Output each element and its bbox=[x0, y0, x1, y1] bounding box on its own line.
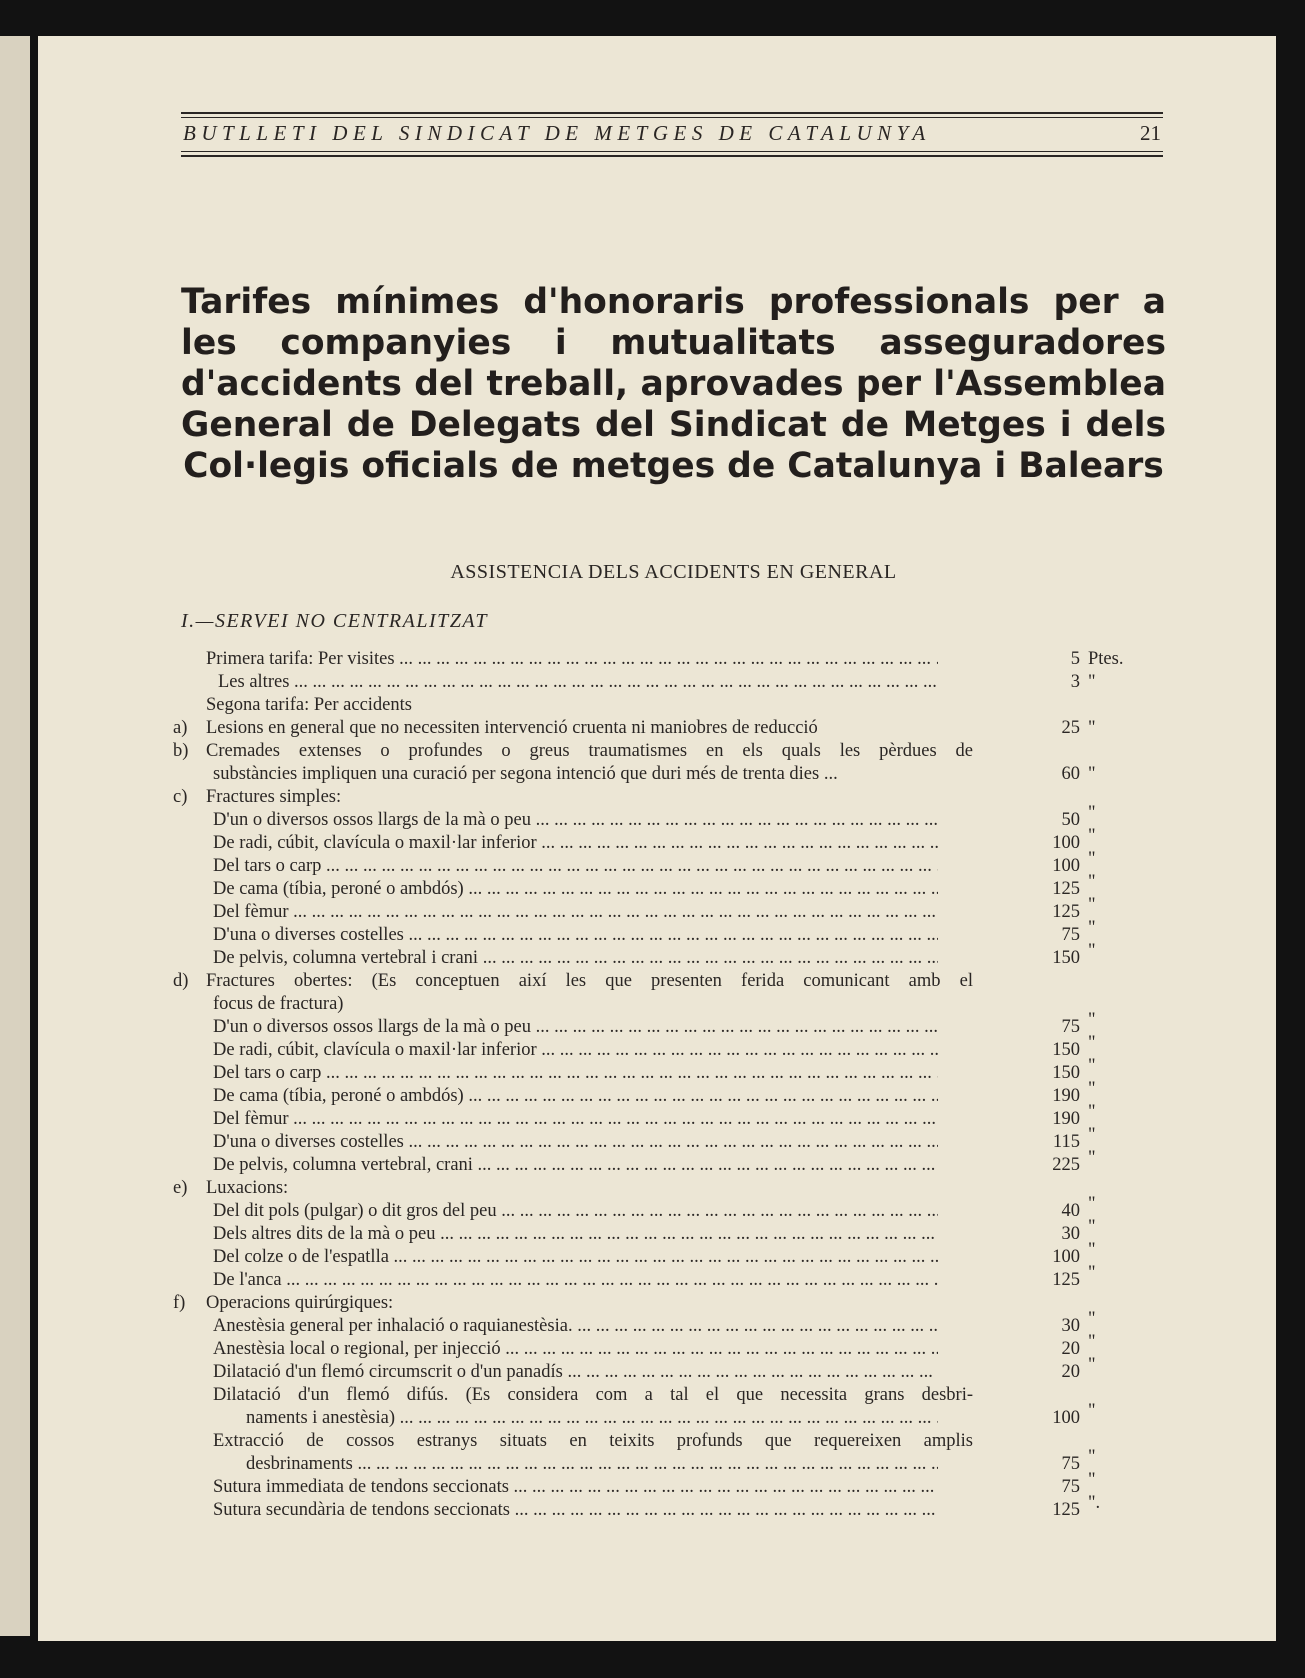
tariff-unit: " bbox=[1088, 826, 1096, 846]
tariff-description: De radi, cúbit, clavícula o maxil·lar inferior ... . bbox=[213, 1039, 938, 1062]
tariff-unit: " bbox=[1088, 1355, 1096, 1375]
tariff-unit: " bbox=[1088, 1332, 1096, 1352]
tariff-description: Luxacions: bbox=[206, 1178, 289, 1198]
tariff-description: Lesions en general que no necessiten intervenció cruenta ni maniobres de reducció bbox=[206, 718, 818, 738]
tariff-description: Sutura secundària de tendons seccionats ... . bbox=[213, 1499, 938, 1522]
tariff-unit: ". bbox=[1088, 1493, 1101, 1513]
tariff-row bbox=[38, 763, 1276, 786]
tariff-amount: 50 bbox=[1061, 810, 1080, 830]
tariff-row bbox=[38, 941, 1276, 970]
tariff-description: D'una o diverses costelles ... . bbox=[213, 1131, 938, 1154]
tariff-amount: 150 bbox=[1052, 1040, 1080, 1060]
tariff-description: Sutura immediata de tendons seccionats ... . bbox=[213, 1476, 938, 1499]
tariff-description: Fractures obertes: (Es conceptuen així les que presenten ferida comunicant amb el bbox=[206, 971, 973, 991]
tariff-description: Del tars o carp ... . bbox=[213, 1062, 938, 1085]
tariff-unit: " bbox=[1088, 1102, 1096, 1122]
tariff-description: D'un o diversos ossos llargs de la mà o peu ... . bbox=[213, 809, 938, 832]
tariff-unit: " bbox=[1088, 803, 1096, 823]
tariff-amount: 30 bbox=[1061, 1316, 1080, 1336]
tariff-unit: Ptes. bbox=[1088, 649, 1124, 669]
tariff-unit: " bbox=[1088, 918, 1096, 938]
tariff-unit: " bbox=[1088, 895, 1096, 915]
tariff-description: Cremades extenses o profundes o greus traumatismes en els quals les pèrdues de bbox=[206, 741, 973, 761]
tariff-description: Del dit pols (pulgar) o dit gros del peu ... . bbox=[213, 1200, 938, 1223]
tariff-amount: 3 bbox=[1070, 672, 1080, 692]
tariff-amount: 100 bbox=[1052, 856, 1080, 876]
tariff-amount: 30 bbox=[1061, 1224, 1080, 1244]
tariff-unit: " bbox=[1088, 1033, 1096, 1053]
page-number: 21 bbox=[1140, 120, 1161, 145]
tariff-amount: 20 bbox=[1061, 1362, 1080, 1382]
service-heading: I.—SERVEI NO CENTRALITZAT bbox=[181, 610, 488, 632]
article-title: Tarifes mínimes d'honoraris professionals per a les companyies i mutualitats asseguradores d'accidents del treball, aprovades per l'Assemblea General de Delegats del Sindicat de Metges i dels Col·legis oficials de metges de Catalunya i Balears bbox=[181, 282, 1166, 486]
tariff-description: desbrinaments ... . bbox=[246, 1453, 938, 1476]
tariff-amount: 75 bbox=[1061, 1017, 1080, 1037]
tariff-description: substàncies impliquen una curació per segona intenció que duri més de trenta dies ... bbox=[213, 764, 838, 784]
tariff-description: Segona tarifa: Per accidents bbox=[206, 695, 412, 715]
tariff-unit: " bbox=[1088, 1240, 1096, 1260]
tariff-amount: 150 bbox=[1052, 948, 1080, 968]
tariff-description: Anestèsia general per inhalació o raquianestèsia. ... . bbox=[213, 1315, 938, 1338]
tariff-unit: " bbox=[1088, 1401, 1096, 1421]
tariff-list bbox=[38, 648, 1276, 1522]
tariff-description: naments i anestèsia) ... . bbox=[246, 1407, 938, 1430]
tariff-unit: " bbox=[1088, 1010, 1096, 1030]
tariff-description: Anestèsia local o regional, per injecció ... . bbox=[213, 1338, 938, 1361]
header-rule-top bbox=[181, 112, 1163, 114]
tariff-unit: " bbox=[1088, 1263, 1096, 1283]
tariff-amount: 100 bbox=[1052, 1408, 1080, 1428]
tariff-amount: 20 bbox=[1061, 1339, 1080, 1359]
tariff-amount: 190 bbox=[1052, 1086, 1080, 1106]
tariff-unit: " bbox=[1088, 1309, 1096, 1329]
tariff-description: Primera tarifa: Per visites ... . bbox=[206, 648, 938, 671]
tariff-amount: 75 bbox=[1061, 1477, 1080, 1497]
document-page bbox=[38, 36, 1276, 1641]
tariff-amount: 125 bbox=[1052, 902, 1080, 922]
tariff-amount: 225 bbox=[1052, 1155, 1080, 1175]
tariff-description: Extracció de cossos estranys situats en teixits profunds que requereixen amplis bbox=[213, 1431, 973, 1451]
tariff-description: Del tars o carp ... . bbox=[213, 855, 938, 878]
tariff-row bbox=[38, 1263, 1276, 1292]
header-rule-bottom-thin bbox=[181, 151, 1163, 152]
tariff-description: Dilatació d'un flemó circumscrit o d'un panadís ... . bbox=[213, 1361, 938, 1384]
tariff-description: Les altres ... . bbox=[218, 671, 938, 694]
tariff-amount: 100 bbox=[1052, 1247, 1080, 1267]
tariff-row bbox=[38, 694, 1276, 717]
running-header bbox=[181, 112, 1163, 157]
tariff-amount: 75 bbox=[1061, 925, 1080, 945]
tariff-unit: " bbox=[1088, 1148, 1096, 1168]
tariff-row bbox=[38, 648, 1276, 671]
tariff-description: focus de fractura) bbox=[213, 994, 344, 1014]
tariff-description: Dilatació d'un flemó difús. (Es considera com a tal el que necessita grans desbri- bbox=[213, 1385, 973, 1405]
tariff-description: De radi, cúbit, clavícula o maxil·lar inferior ... . bbox=[213, 832, 938, 855]
tariff-amount: 100 bbox=[1052, 833, 1080, 853]
tariff-unit: " bbox=[1088, 849, 1096, 869]
tariff-row bbox=[38, 1148, 1276, 1177]
tariff-description: D'una o diverses costelles ... . bbox=[213, 924, 938, 947]
tariff-description: Fractures simples: bbox=[206, 787, 342, 807]
tariff-amount: 40 bbox=[1061, 1201, 1080, 1221]
tariff-amount: 5 bbox=[1070, 649, 1080, 669]
tariff-amount: 75 bbox=[1061, 1454, 1080, 1474]
tariff-description: De cama (tíbia, peroné o ambdós) ... . bbox=[213, 1085, 938, 1108]
tariff-amount: 60 bbox=[1061, 764, 1080, 784]
item-letter: a) bbox=[173, 718, 188, 738]
tariff-description: Operacions quirúrgiques: bbox=[206, 1293, 394, 1313]
tariff-amount: 115 bbox=[1052, 1132, 1080, 1152]
tariff-row bbox=[38, 970, 1276, 993]
tariff-amount: 125 bbox=[1052, 1270, 1080, 1290]
facing-page-edge bbox=[0, 36, 30, 1636]
header-rule-bottom bbox=[181, 155, 1163, 157]
tariff-unit: " bbox=[1088, 872, 1096, 892]
tariff-amount: 190 bbox=[1052, 1109, 1080, 1129]
tariff-unit: " bbox=[1088, 1079, 1096, 1099]
tariff-description: D'un o diversos ossos llargs de la mà o peu ... . bbox=[213, 1016, 938, 1039]
tariff-unit: " bbox=[1088, 1194, 1096, 1214]
item-letter: d) bbox=[173, 971, 189, 991]
tariff-description: De cama (tíbia, peroné o ambdós) ... . bbox=[213, 878, 938, 901]
tariff-unit: " bbox=[1088, 764, 1096, 784]
tariff-description: De pelvis, columna vertebral i crani ... . bbox=[213, 947, 938, 970]
tariff-amount: 125 bbox=[1052, 1500, 1080, 1520]
tariff-unit: " bbox=[1088, 1056, 1096, 1076]
tariff-description: Del fèmur ... . bbox=[213, 901, 938, 924]
tariff-amount: 150 bbox=[1052, 1063, 1080, 1083]
header-row bbox=[181, 118, 1163, 148]
tariff-row bbox=[38, 1493, 1276, 1522]
tariff-unit: " bbox=[1088, 1217, 1096, 1237]
tariff-amount: 25 bbox=[1061, 718, 1080, 738]
tariff-row bbox=[38, 717, 1276, 740]
tariff-unit: " bbox=[1088, 672, 1096, 692]
tariff-description: Del fèmur ... . bbox=[213, 1108, 938, 1131]
item-letter: f) bbox=[173, 1293, 186, 1313]
tariff-unit: " bbox=[1088, 1470, 1096, 1490]
tariff-row bbox=[38, 740, 1276, 763]
tariff-description: De l'anca ... . bbox=[213, 1269, 938, 1292]
tariff-unit: " bbox=[1088, 718, 1096, 738]
tariff-row bbox=[38, 1401, 1276, 1430]
tariff-description: Del colze o de l'espatlla ... . bbox=[213, 1246, 938, 1269]
tariff-description: Dels altres dits de la mà o peu ... . bbox=[213, 1223, 938, 1246]
tariff-row bbox=[38, 1355, 1276, 1384]
item-letter: e) bbox=[173, 1178, 188, 1198]
tariff-amount: 125 bbox=[1052, 879, 1080, 899]
tariff-row bbox=[38, 671, 1276, 694]
tariff-unit: " bbox=[1088, 1447, 1096, 1467]
item-letter: c) bbox=[173, 787, 188, 807]
journal-title: BUTLLETI DEL SINDICAT DE METGES DE CATALUNYA bbox=[183, 120, 931, 145]
tariff-unit: " bbox=[1088, 941, 1096, 961]
section-heading: ASSISTENCIA DELS ACCIDENTS EN GENERAL bbox=[450, 561, 897, 583]
tariff-unit: " bbox=[1088, 1125, 1096, 1145]
tariff-description: De pelvis, columna vertebral, crani ... . bbox=[213, 1154, 938, 1177]
item-letter: b) bbox=[173, 741, 189, 761]
